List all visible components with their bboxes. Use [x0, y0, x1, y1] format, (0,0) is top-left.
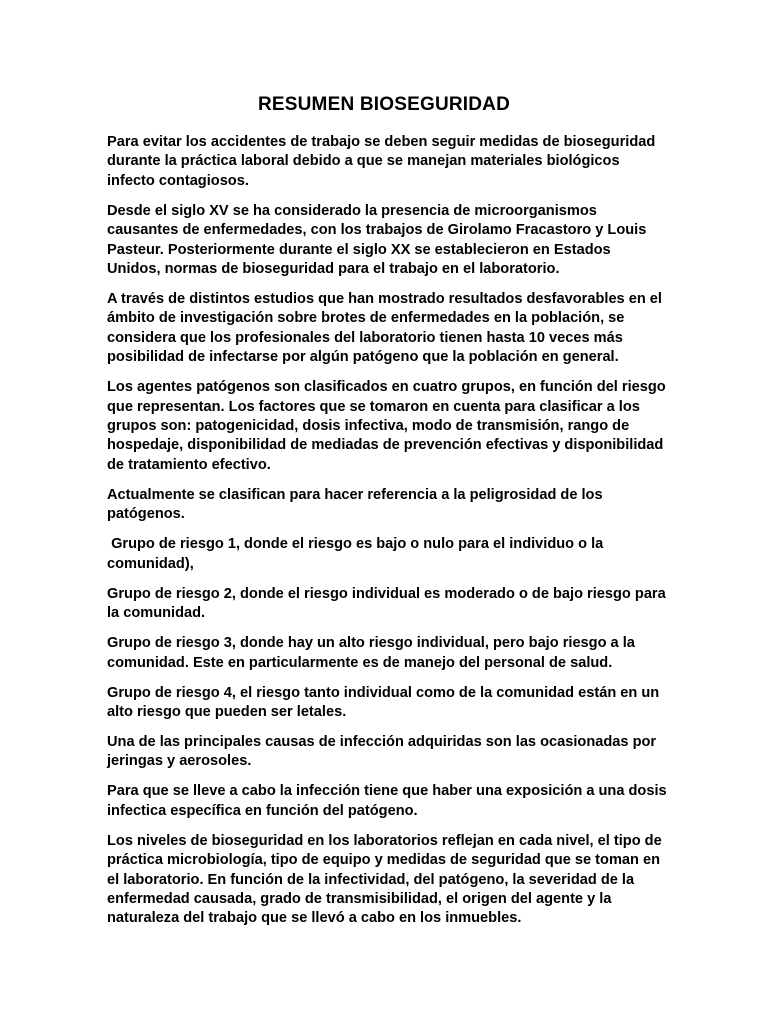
- paragraph-classification: Los agentes patógenos son clasificados en cuatro grupos, en función del riesgo que representan. Los factores que se tomaron en cuenta para clasificar a los grupos son: patogenicidad, dosis infectiva, modo de transmisión, rango de hospedaje, disponibilidad de mediadas de prevención efectivas y disponibilidad de tratamiento efectivo.: [107, 379, 666, 473]
- paragraph-history: Desde el siglo XV se ha considerado la presencia de microorganismos causantes de enfermedades, con los trabajos de Girolamo Fracastoro y Louis Pasteur. Posteriormente durante el siglo XX se establecieron en Estados Unidos, normas de bioseguridad para el trabajo en el laboratorio.: [107, 202, 647, 278]
- paragraph-risk-group-2: Grupo de riesgo 2, donde el riesgo individual es moderado o de bajo riesgo para la comunidad.: [107, 585, 666, 622]
- paragraph-current-classification: Actualmente se clasifican para hacer referencia a la peligrosidad de los patógenos.: [107, 486, 603, 523]
- paragraph-exposure: Para que se lleve a cabo la infección tiene que haber una exposición a una dosis infectica específica en función del patógeno.: [107, 783, 667, 819]
- paragraph-infection-causes: Una de las principales causas de infección adquiridas son las ocasionadas por jeringas y aerosoles.: [107, 733, 657, 770]
- paragraph-biosafety-levels: Los niveles de bioseguridad en los laboratorios reflejan en cada nivel, el tipo de práctica microbiología, tipo de equipo y medidas de seguridad que se toman en el laboratorio. En función de la infectividad, del patógeno, la severidad de la enfermedad causada, grado de transmisibilidad, el origen del agente y la naturaleza del trabajo que se llevó a cabo en los inmuebles.: [107, 832, 662, 927]
- paragraph-risk-group-1: Grupo de riesgo 1, donde el riesgo es bajo o nulo para el individuo o la comunidad),: [107, 536, 608, 572]
- paragraph-risk-group-4: Grupo de riesgo 4, el riesgo tanto individual como de la comunidad están en un alto riesgo que pueden ser letales.: [107, 684, 660, 720]
- paragraph-risk-group-3: Grupo de riesgo 3, donde hay un alto riesgo individual, pero bajo riesgo a la comunidad. Este en particularmente es de manejo del personal de salud.: [107, 635, 635, 671]
- document-title: RESUMEN BIOSEGURIDAD: [257, 94, 511, 115]
- paragraph-intro: Para evitar los accidentes de trabajo se deben seguir medidas de bioseguridad durante la práctica laboral debido a que se manejan materiales biológicos infecto contagiosos.: [107, 134, 656, 189]
- paragraph-studies: A través de distintos estudios que han mostrado resultados desfavorables en el ámbito de investigación sobre brotes de enfermedades en la población, se considera que los profesionales del laboratorio tienen hasta 10 veces más posibilidad de infectarse por algún patógeno que la población en general.: [107, 291, 662, 366]
- document-body: [107, 133, 667, 939]
